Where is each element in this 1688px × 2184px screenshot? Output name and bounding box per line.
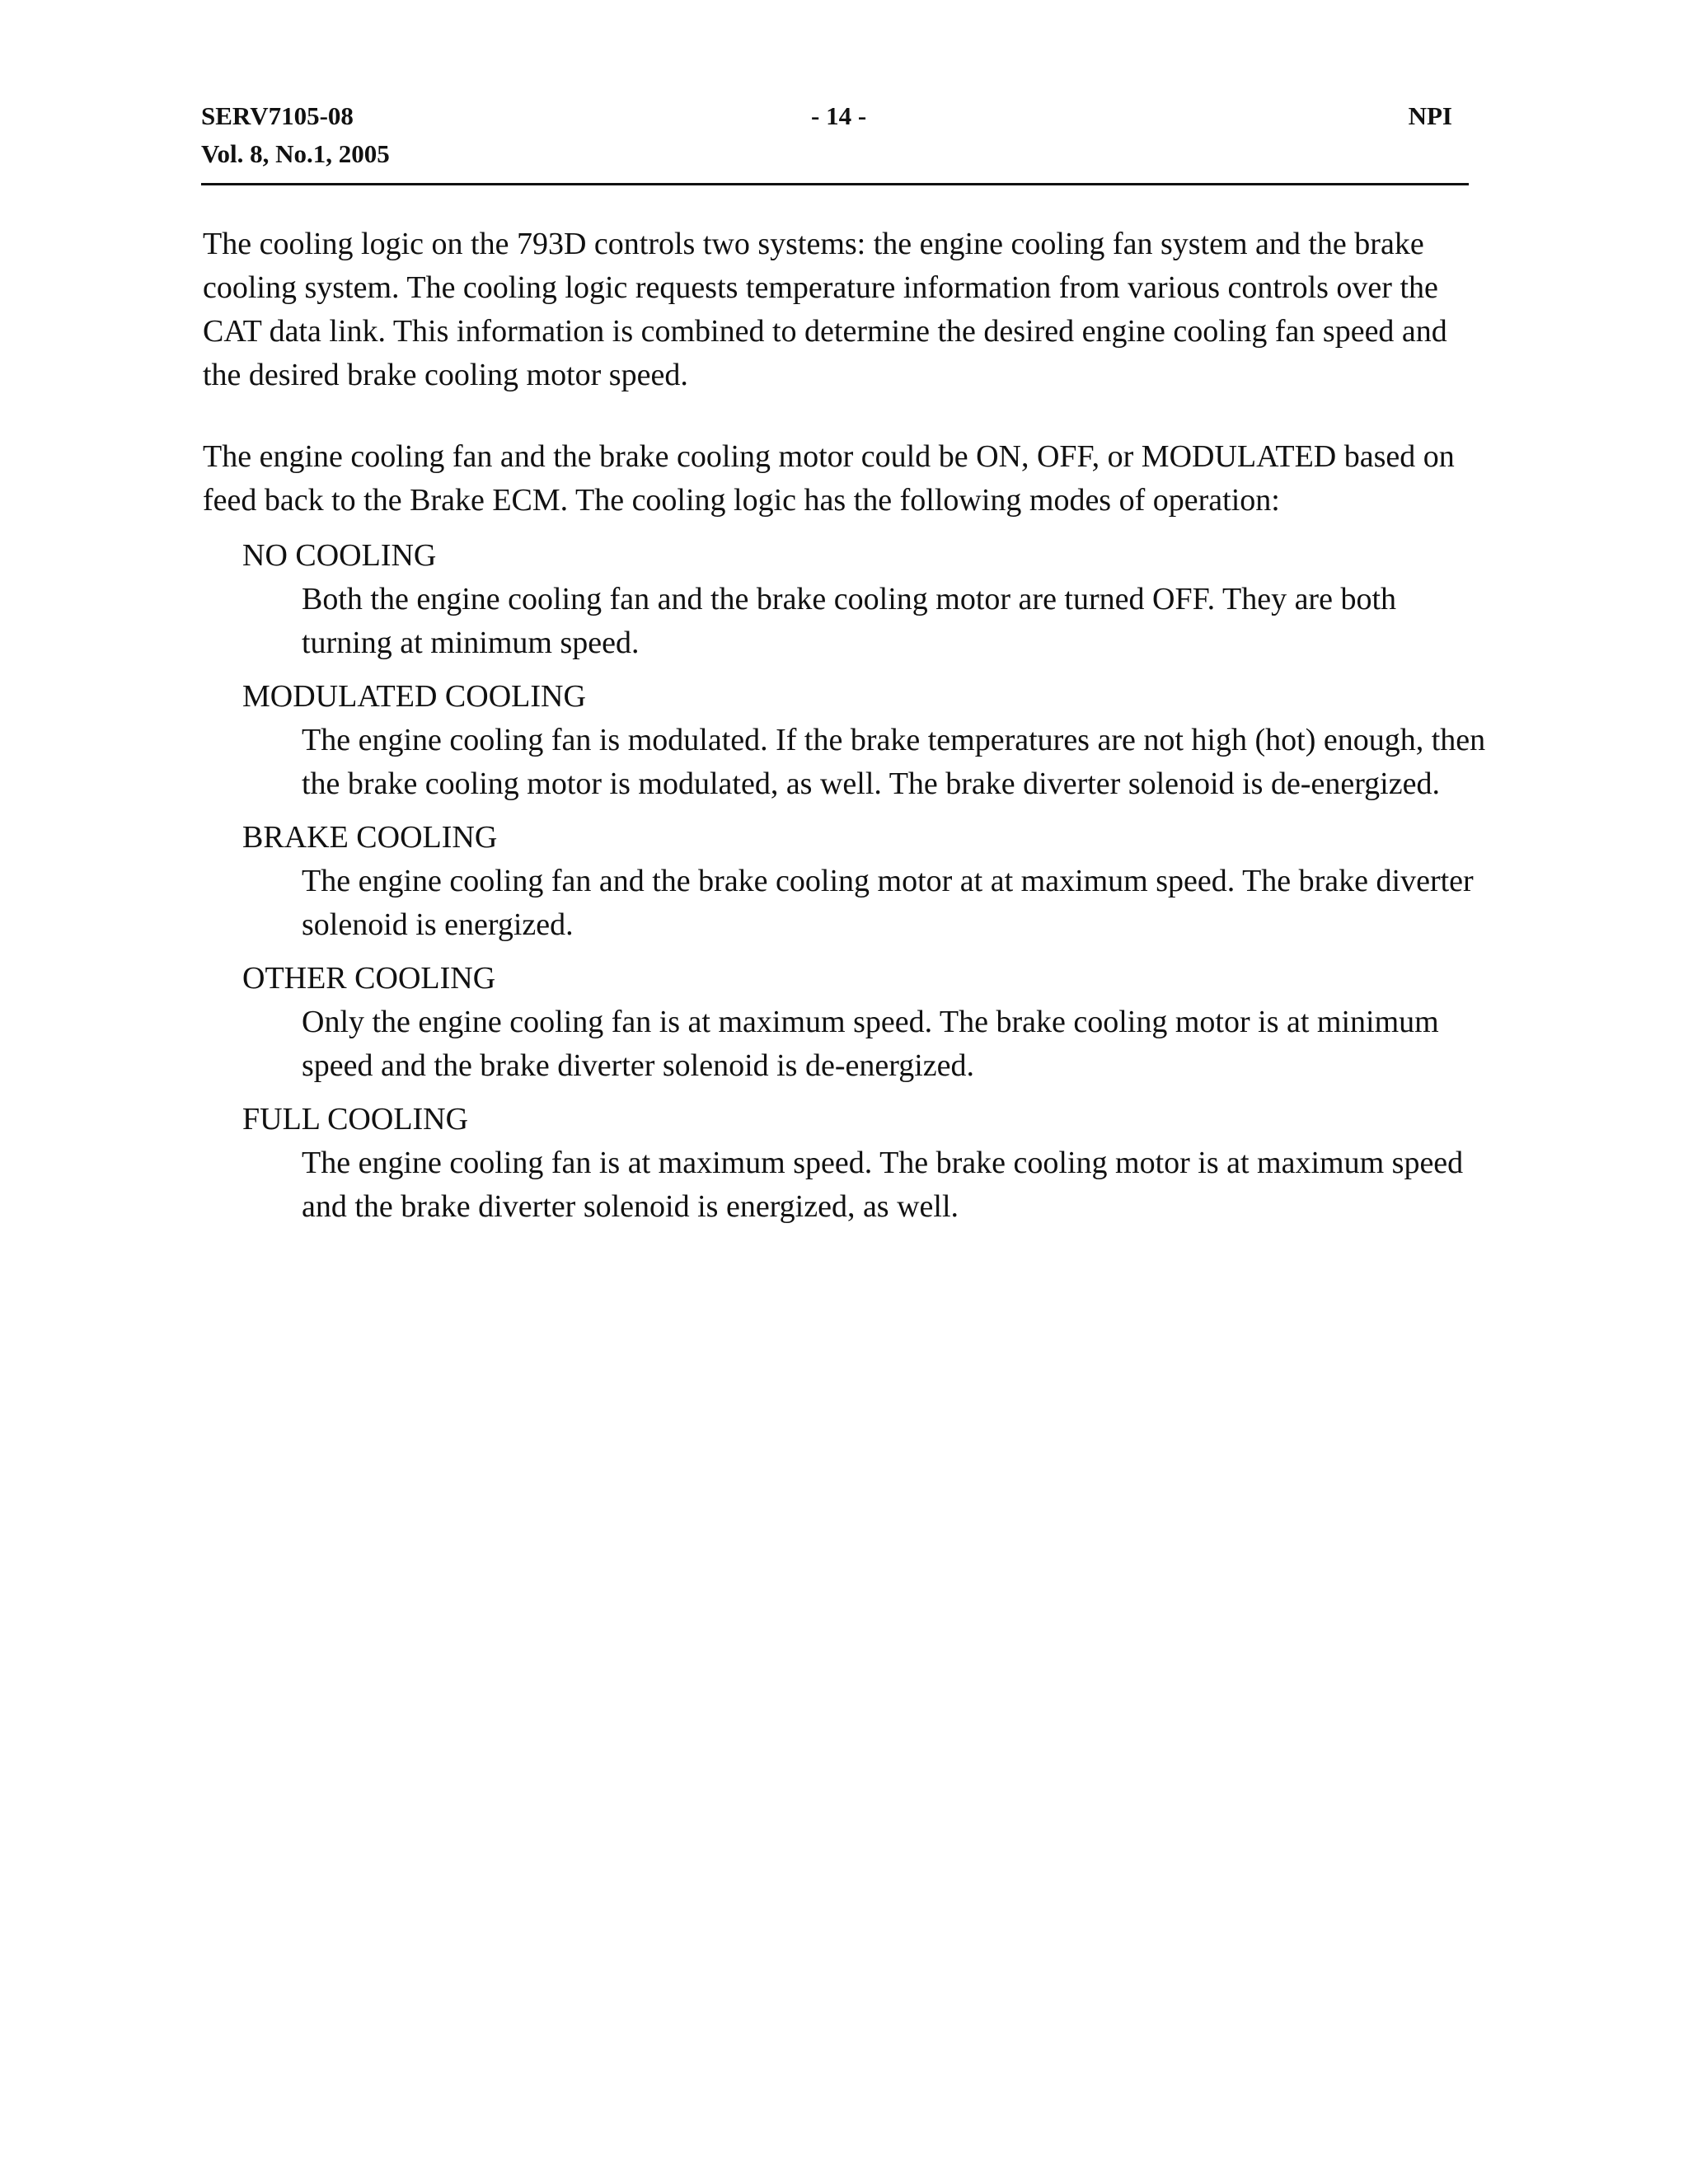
section-label: NPI xyxy=(1408,101,1452,130)
mode-description: Only the engine cooling fan is at maximum speed. The brake cooling motor is at minimum speed and the brake diverter solenoid is de-energized. xyxy=(302,1005,1439,1083)
mode-title: NO COOLING xyxy=(242,538,437,573)
cooling-modes-list xyxy=(203,534,1489,1229)
mode-no-cooling xyxy=(203,534,1489,665)
mode-other-cooling xyxy=(203,957,1489,1088)
mode-full-cooling xyxy=(203,1098,1489,1229)
mode-brake-cooling xyxy=(203,816,1489,947)
mode-description: The engine cooling fan is at maximum speed. The brake cooling motor is at maximum speed and the brake diverter solenoid is energized, as well. xyxy=(302,1146,1464,1224)
header-left xyxy=(201,97,390,173)
intro-paragraph: The cooling logic on the 793D controls two systems: the engine cooling fan system and the brake cooling system. The cooling logic requests temperature information from various controls over the CAT data link. This information is combined to determine the desired engine cooling fan speed and the desired brake cooling motor speed. xyxy=(203,227,1447,392)
page-header xyxy=(201,97,1469,185)
page-number: - 14 - xyxy=(811,101,867,130)
modes-intro-paragraph: The engine cooling fan and the brake cooling motor could be ON, OFF, or MODULATED based on feed back to the Brake ECM. The cooling logic has the following modes of operation: xyxy=(203,439,1455,518)
mode-description: Both the engine cooling fan and the brake cooling motor are turned OFF. They are both turning at minimum speed. xyxy=(302,582,1397,660)
mode-title: BRAKE COOLING xyxy=(242,820,498,855)
document-id: SERV7105-08 xyxy=(201,101,354,130)
document-body xyxy=(203,223,1489,1239)
mode-modulated-cooling xyxy=(203,675,1489,806)
volume-info: Vol. 8, No.1, 2005 xyxy=(201,139,390,168)
mode-title: OTHER COOLING xyxy=(242,961,496,996)
mode-title: MODULATED COOLING xyxy=(242,679,586,714)
mode-description: The engine cooling fan and the brake cooling motor at at maximum speed. The brake diverter solenoid is energized. xyxy=(302,864,1474,942)
mode-title: FULL COOLING xyxy=(242,1102,469,1137)
mode-description: The engine cooling fan is modulated. If the brake temperatures are not high (hot) enough, then the brake cooling motor is modulated, as well. The brake diverter solenoid is de-energized. xyxy=(302,723,1486,801)
